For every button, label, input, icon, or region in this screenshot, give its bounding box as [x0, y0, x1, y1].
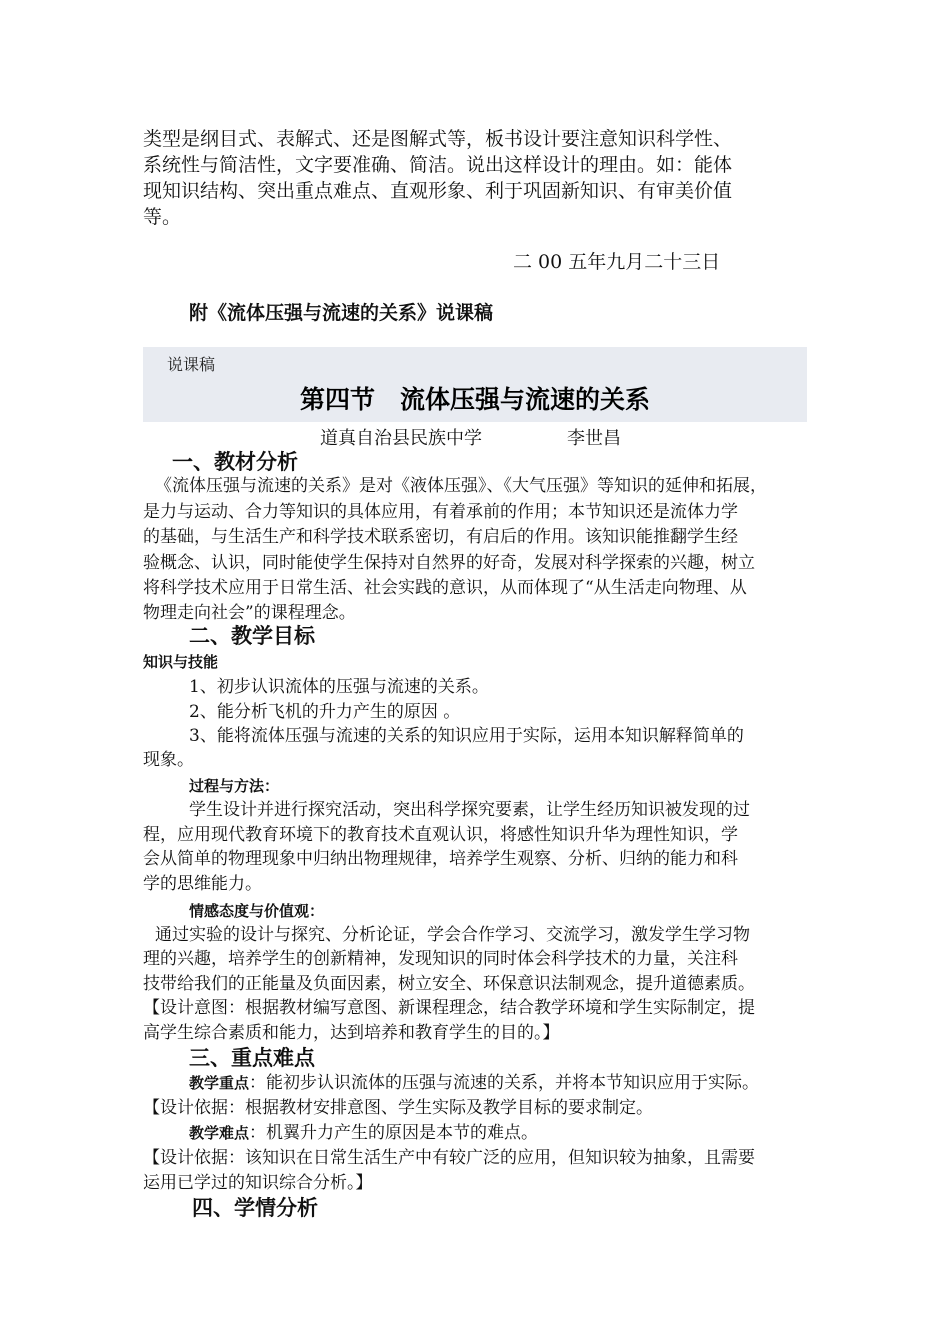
difficulty-label: 教学难点	[189, 1124, 250, 1142]
subheading: 知识与技能	[143, 653, 219, 671]
intro-line: 现知识结构、突出重点难点、直观形象、利于巩固新知识、有审美价值	[143, 180, 733, 202]
key-point-text: ：能初步认识流体的压强与流速的关系，并将本节知识应用于实际。	[249, 1073, 760, 1093]
paragraph-line: 是力与运动、合力等知识的具体应用，有着承前的作用；本节知识还是流体力学	[143, 502, 738, 522]
intro-line: 等。	[143, 206, 182, 228]
difficulty-text: ：机翼升力产生的原因是本节的难点。	[249, 1123, 539, 1143]
paragraph-line: 通过实验的设计与探究、分析论证，学会合作学习、交流学习，激发学生学习物	[155, 925, 750, 945]
objective-item: 现象。	[143, 750, 194, 770]
subheading: 情感态度与价值观：	[189, 902, 325, 920]
lesson-title: 第四节 流体压强与流速的关系	[299, 385, 650, 414]
paragraph-line: 学生设计并进行探究活动，突出科学探究要素，让学生经历知识被发现的过	[189, 800, 750, 820]
author-name: 李世昌	[567, 428, 621, 449]
paragraph-line: 技带给我们的正能量及负面因素，树立安全、环保意识法制观念，提升道德素质。	[143, 974, 755, 994]
objective-item: 2、能分析飞机的升力产生的原因 。	[189, 702, 461, 722]
paragraph-line: 【设计依据：根据教材安排意图、学生实际及教学目标的要求制定。	[143, 1098, 653, 1118]
intro-line: 类型是纲目式、表解式、还是图解式等，板书设计要注意知识科学性、	[143, 128, 733, 150]
date-line: 二 00 五年九月二十三日	[513, 251, 721, 273]
banner-tag: 说课稿	[167, 355, 216, 374]
intro-line: 系统性与简洁性，文字要准确、简洁。说出这样设计的理由。如：能体	[143, 154, 733, 176]
appendix-title: 附《流体压强与流速的关系》说课稿	[189, 302, 494, 324]
paragraph-line: 运用已学过的知识综合分析。】	[143, 1173, 373, 1193]
paragraph-line: 会从简单的物理现象中归纳出物理规律，培养学生观察、分析、归纳的能力和科	[143, 849, 738, 869]
subheading: 过程与方法：	[189, 777, 280, 795]
paragraph-line: 验概念、认识，同时能使学生保持对自然界的好奇，发展对科学探索的兴趣，树立	[143, 553, 755, 573]
section-heading: 四、学情分析	[192, 1196, 318, 1220]
section-heading: 一、教材分析	[172, 450, 298, 474]
objective-item: 3、能将流体压强与流速的关系的知识应用于实际，运用本知识解释简单的	[189, 726, 744, 746]
paragraph-line: 《流体压强与流速的关系》是对《液体压强》、《大气压强》等知识的延伸和拓展，	[155, 476, 767, 496]
paragraph-line: 物理走向社会”的课程理念。	[143, 603, 356, 623]
paragraph-line: 学的思维能力。	[143, 874, 262, 894]
paragraph-line: 理的兴趣，培养学生的创新精神，发现知识的同时体会科学技术的力量，关注科	[143, 949, 738, 969]
paragraph-line: 高学生综合素质和能力，达到培养和教育学生的目的。】	[143, 1023, 560, 1043]
section-heading: 三、重点难点	[189, 1046, 315, 1070]
paragraph-line: 的基础，与生活生产和科学技术联系密切，有启后的作用。该知识能推翻学生经	[143, 527, 738, 547]
author-school: 道真自治县民族中学	[320, 428, 482, 449]
key-point-line	[189, 1070, 759, 1096]
key-point-label: 教学重点	[189, 1074, 250, 1092]
paragraph-line: 【设计依据：该知识在日常生活生产中有较广泛的应用，但知识较为抽象，且需要	[143, 1148, 755, 1168]
paragraph-line: 程，应用现代教育环境下的教育技术直观认识，将感性知识升华为理性知识，学	[143, 825, 738, 845]
paragraph-line: 将科学技术应用于日常生活、社会实践的意识，从而体现了“从生活走向物理、从	[143, 578, 747, 598]
paragraph-line: 【设计意图：根据教材编写意图、新课程理念，结合教学环境和学生实际制定，提	[143, 998, 755, 1018]
objective-item: 1、初步认识流体的压强与流速的关系。	[189, 677, 489, 697]
difficulty-line	[189, 1120, 538, 1146]
section-heading: 二、教学目标	[189, 624, 315, 648]
